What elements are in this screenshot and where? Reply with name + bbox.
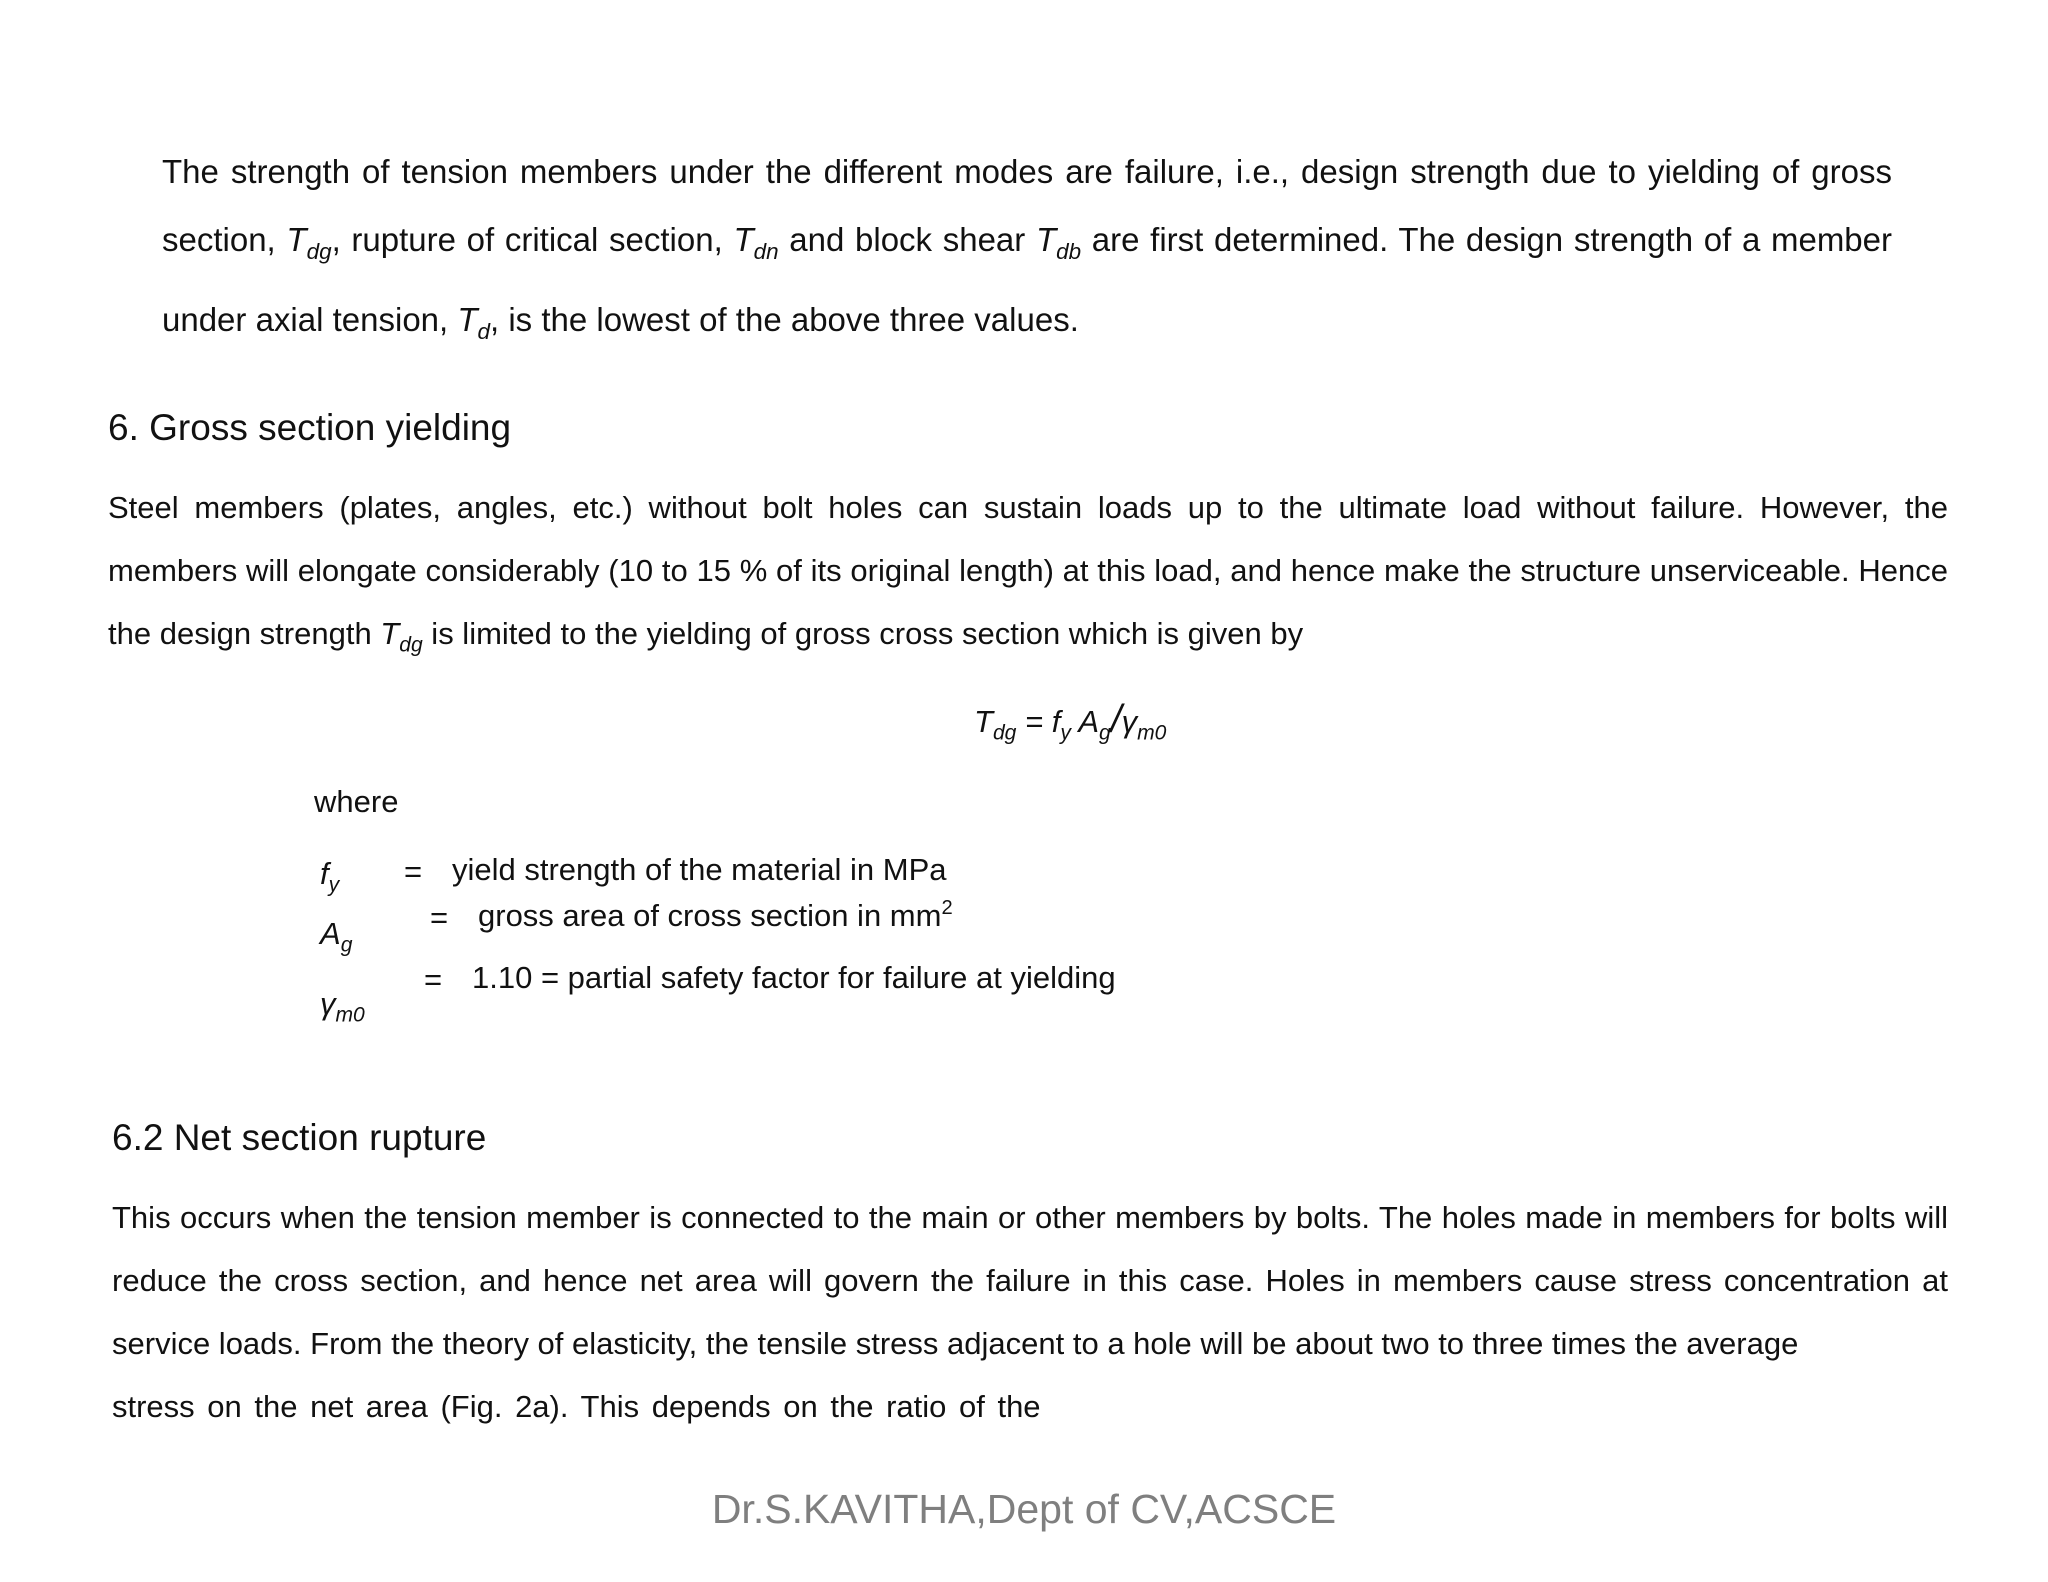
section-6-2-last-line: stress on the net area (Fig. 2a). This depends on the ratio of the <box>112 1389 1041 1424</box>
section-6-paragraph <box>108 476 1948 676</box>
section-6-2-text: This occurs when the tension member is connected to the main or other members by bolts. The holes made in members for bolts will reduce the cross section, and hence net area will govern the failure in this case. Holes in members cause stress concentration at service loads. From the theory of elasticity, the tensile stress adjacent to a hole will be about two to three times the average <box>112 1200 1948 1361</box>
section-6-2-heading: 6.2 Net section rupture <box>112 1117 487 1158</box>
def-equals-gamma-m0: = <box>424 962 443 997</box>
intro-paragraph <box>162 138 1892 366</box>
section-6-heading: 6. Gross section yielding <box>108 407 512 448</box>
intro-text-4: are first determined. The design strength of a member under axial tension, <box>162 221 1892 338</box>
intro-text-5: , is the lowest of the above three values. <box>490 300 1079 338</box>
def-equals-fy: = <box>404 854 423 889</box>
def-symbol-gamma-m0: $\gamma_{m0}$ <box>320 986 365 1027</box>
where-label: where <box>314 784 399 819</box>
def-symbol-fy: $f_y$ <box>320 856 340 897</box>
tdb-symbol: $T_{db}$ <box>1035 221 1082 264</box>
section-6-text-2: is limited to the yielding of gross cross section which is given by <box>422 616 1304 651</box>
def-text-ag: gross area of cross section in $mm^2$ <box>478 896 953 933</box>
def-symbol-ag: $A_g$ <box>320 916 353 957</box>
intro-text-2: , rupture of critical section, <box>331 221 734 258</box>
gross-yield-formula: $T_{dg} = f_y$ $A_g/\gamma_{m0}$ <box>974 698 1167 745</box>
section-6-text-1: Steel members (plates, angles, etc.) without bolt holes can sustain loads up to the ultimate load without failure. However, the members will elongate considerably (10 to 15 % of its original length) at this load, and hence make the structure unserviceable. Hence the design strength <box>108 490 1948 651</box>
footer-author: Dr.S.KAVITHA,Dept of CV,ACSCE <box>711 1486 1337 1532</box>
intro-text-1: The strength of tension members under the different modes are failure, i.e., design strength due to yielding of gross section, <box>162 153 1892 258</box>
def-equals-ag: = <box>430 900 449 935</box>
def-text-fy: yield strength of the material in MPa <box>452 852 947 887</box>
tdg-symbol-2: $T_{dg}$ <box>380 616 423 657</box>
intro-text-3: and block shear <box>778 221 1036 258</box>
tdg-symbol: $T_{dg}$ <box>286 221 332 264</box>
def-text-gamma-m0: 1.10 = partial safety factor for failure at yielding <box>472 960 1116 995</box>
section-6-2-paragraph <box>112 1186 1948 1438</box>
td-symbol: $T_d$ <box>457 300 491 344</box>
tdn-symbol: $T_{dn}$ <box>733 221 779 264</box>
